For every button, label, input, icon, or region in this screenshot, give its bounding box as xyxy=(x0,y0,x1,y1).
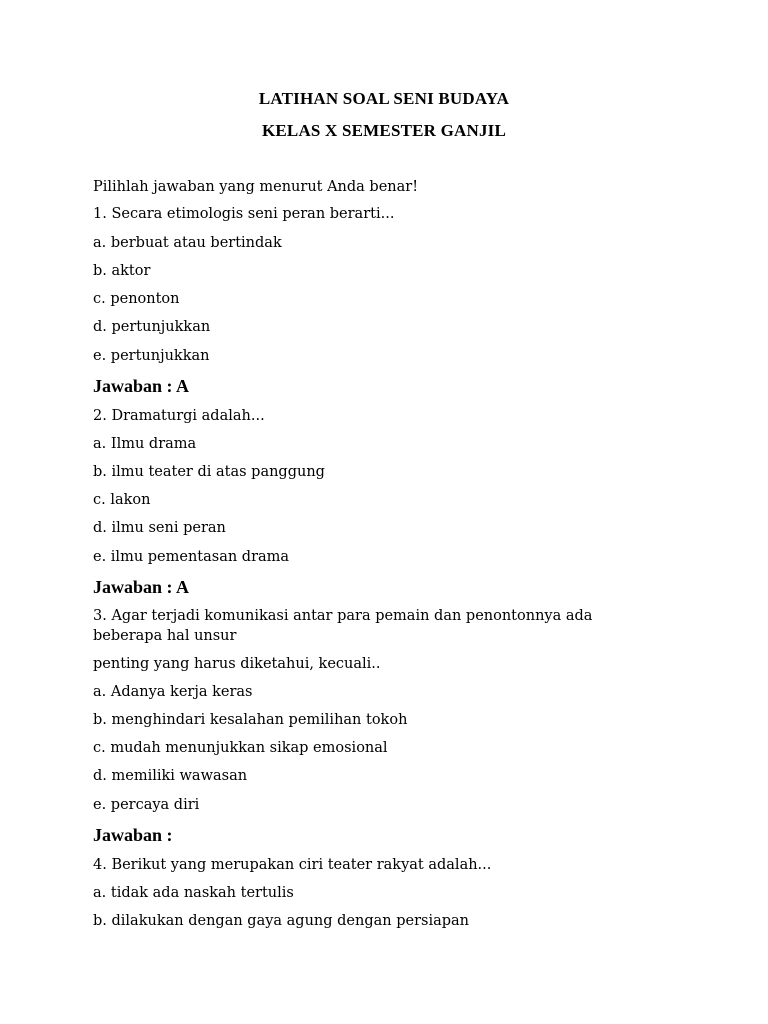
question-1-answer: Jawaban : A xyxy=(93,376,190,396)
question-3-stem-line-1: 3. Agar terjadi komunikasi antar para pemain dan penontonnya ada xyxy=(93,608,593,624)
question-1-stem: 1. Secara etimologis seni peran berarti... xyxy=(93,206,395,222)
question-2-stem: 2. Dramaturgi adalah... xyxy=(93,408,265,424)
question-4-option-a: a. tidak ada naskah tertulis xyxy=(93,885,294,901)
question-4-option-b: b. dilakukan dengan gaya agung dengan persiapan xyxy=(93,913,470,929)
question-1-option-e: e. pertunjukkan xyxy=(93,348,210,364)
question-3-option-e: e. percaya diri xyxy=(93,797,200,813)
instruction-text: Pilihlah jawaban yang menurut Anda benar! xyxy=(93,179,419,195)
question-2-option-b: b. ilmu teater di atas panggung xyxy=(93,464,325,480)
question-2-option-c: c. lakon xyxy=(93,492,151,508)
question-4-stem: 4. Berikut yang merupakan ciri teater rakyat adalah... xyxy=(93,857,492,873)
question-3-option-d: d. memiliki wawasan xyxy=(93,768,248,784)
question-2-option-d: d. ilmu seni peran xyxy=(93,520,226,536)
question-3-answer: Jawaban : xyxy=(93,825,173,845)
question-3-stem-line-2: beberapa hal unsur xyxy=(93,628,237,644)
question-1-option-c: c. penonton xyxy=(93,291,180,307)
question-3-option-a: a. Adanya kerja keras xyxy=(93,684,253,700)
document-subtitle: KELAS X SEMESTER GANJIL xyxy=(261,121,507,140)
question-1-option-d: d. pertunjukkan xyxy=(93,319,211,335)
question-1-option-a: a. berbuat atau bertindak xyxy=(93,235,282,251)
question-2-option-e: e. ilmu pementasan drama xyxy=(93,549,290,565)
question-3-option-c: c. mudah menunjukkan sikap emosional xyxy=(93,740,388,756)
question-2-option-a: a. Ilmu drama xyxy=(93,436,197,452)
document-title: LATIHAN SOAL SENI BUDAYA xyxy=(258,89,510,108)
question-1-option-b: b. aktor xyxy=(93,263,151,279)
question-2-answer: Jawaban : A xyxy=(93,577,190,597)
question-3-stem-line-3: penting yang harus diketahui, kecuali.. xyxy=(93,656,381,672)
question-3-option-b: b. menghindari kesalahan pemilihan tokoh xyxy=(93,712,408,728)
